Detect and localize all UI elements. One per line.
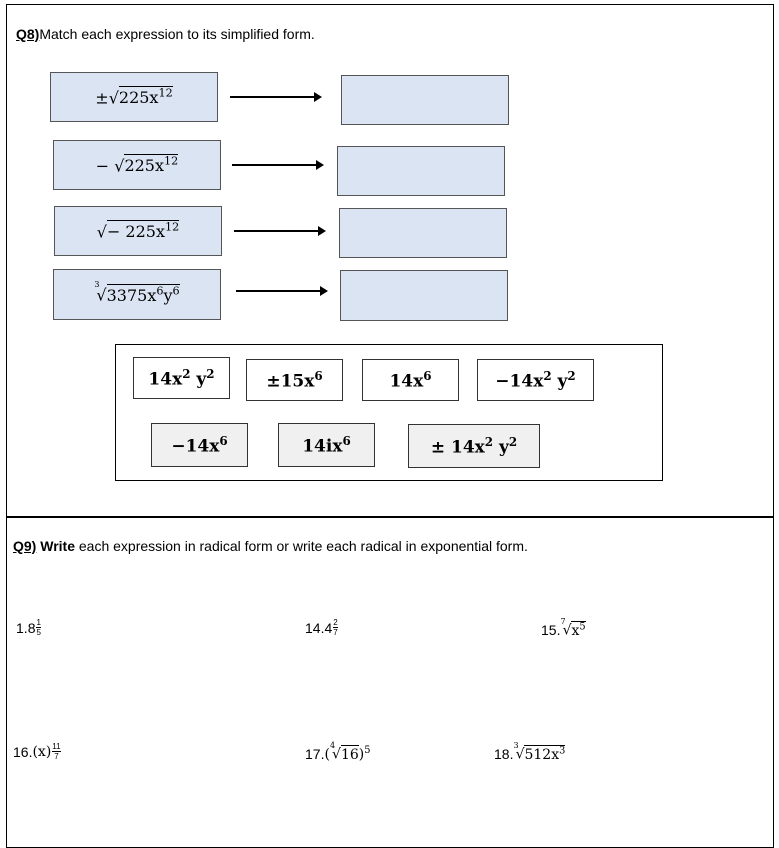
q9-bold-word: Write	[40, 538, 75, 554]
answer-tile[interactable]: $-14x^6$	[151, 423, 248, 467]
q8-title	[16, 26, 315, 42]
arrow-icon	[230, 96, 320, 98]
answer-tile[interactable]: $\pm 15x^6$	[246, 359, 343, 401]
expression-box-3: √− $225x^{12}$	[54, 206, 222, 256]
answer-drop-box-1[interactable]	[341, 75, 509, 125]
answer-tile[interactable]: $14x^6$	[362, 359, 459, 401]
arrow-icon	[232, 164, 322, 166]
answer-drop-box-3[interactable]	[339, 208, 507, 258]
arrow-icon	[236, 290, 326, 292]
problem-13: 1. 8 $\frac{1}{5}$	[16, 618, 41, 637]
problem-17: 17. $(^4√16)^5$	[305, 741, 371, 763]
q9-title	[13, 538, 528, 554]
expression-box-2: − $√225x^{12}$	[53, 140, 221, 190]
q9-number: Q9)	[13, 538, 37, 554]
expression-box-1: $\pm√225x^{12}$	[50, 72, 218, 122]
answer-tile[interactable]: $-14x^2$ $y^2$	[477, 359, 594, 401]
q9-prompt: each expression in radical form or write each radical in exponential form.	[74, 538, 528, 554]
q8-prompt: Match each expression to its simplified form.	[39, 26, 315, 42]
expression-box-4: $^3√3375x^6y^6$	[53, 269, 221, 320]
answer-tile[interactable]: $14x^2$ $y^2$	[133, 357, 230, 399]
q8-number: Q8)	[16, 26, 40, 42]
problem-14: 14. 4 $\frac{2}{7}$	[305, 618, 338, 637]
answer-drop-box-4[interactable]	[340, 270, 508, 321]
answer-tile[interactable]: $14ix^6$	[278, 423, 375, 467]
problem-18: 18. $^3√512x^3$	[494, 741, 566, 763]
answer-drop-box-2[interactable]	[337, 146, 505, 196]
problem-16: 16. (x) $\frac{11}{7}$	[13, 742, 61, 761]
arrow-icon	[234, 230, 324, 232]
problem-15: 15. $^7√x^5$	[541, 617, 586, 639]
answer-tile[interactable]: ± $14x^2$ $y^2$	[408, 424, 540, 468]
q9-section	[6, 516, 774, 848]
